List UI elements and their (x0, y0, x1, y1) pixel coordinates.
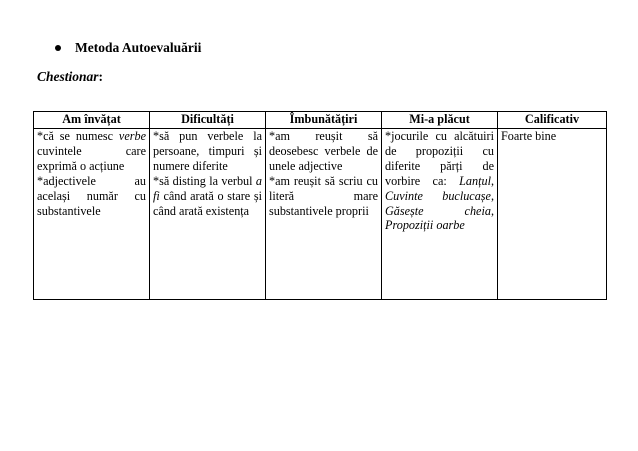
cell-improvements: *am reușit să deosebesc verbele de unele adjective *am reușit să scriu cu literă mare substantivele proprii (266, 129, 382, 300)
table-header-row (34, 112, 607, 129)
table-row (34, 129, 607, 300)
cell-liked: *jocurile cu alcătuiri de propoziții cu diferite părți de vorbire ca: Lanțul, Cuvinte buclucașe, Găsește cheia, Propoziții oarbe (382, 129, 498, 300)
header-learned: Am învățat (34, 112, 150, 129)
cell-rating: Foarte bine (498, 129, 607, 300)
subtitle-colon: : (98, 69, 104, 84)
section-heading (55, 40, 201, 56)
header-difficulties: Dificultăți (150, 112, 266, 129)
cell-difficulties: *să pun verbele la persoane, timpuri și numere diferite *să disting la verbul a fi când arată o stare și când arată existența (150, 129, 266, 300)
header-improvements: Îmbunătățiri (266, 112, 382, 129)
cell-learned: *că se numesc verbe cuvintele care exprimă o acțiune *adjectivele au același număr cu substantivele (34, 129, 150, 300)
header-liked: Mi-a plăcut (382, 112, 498, 129)
header-rating: Calificativ (498, 112, 607, 129)
evaluation-table (33, 111, 607, 300)
bullet-icon (55, 45, 61, 51)
heading-text: Metoda Autoevaluării (75, 40, 202, 55)
subtitle: Chestionar: (37, 69, 104, 84)
